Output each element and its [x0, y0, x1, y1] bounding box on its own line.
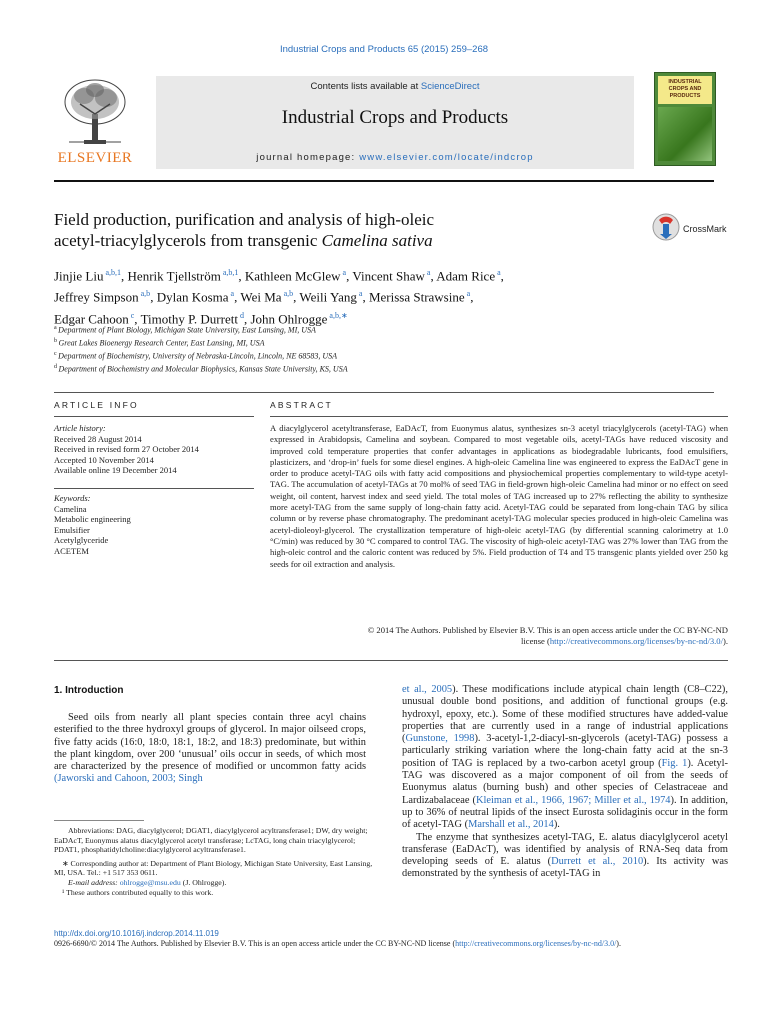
- sciencedirect-link[interactable]: ScienceDirect: [420, 81, 480, 92]
- author-affiliation-marker[interactable]: a: [228, 289, 235, 299]
- title-line-2: acetyl-triacylglycerols from transgenic Camelina sativa: [54, 231, 433, 250]
- homepage-line: [156, 152, 634, 163]
- crossmark-icon[interactable]: [652, 212, 680, 247]
- contents-line: [156, 81, 634, 92]
- author-name: Dylan Kosma: [156, 289, 229, 305]
- keyword-item: ACETEM: [54, 545, 89, 556]
- citation-gunstone[interactable]: Gunstone, 1998: [405, 733, 475, 745]
- keyword-item: Acetylglyceride: [54, 535, 109, 545]
- author-separator: ,: [346, 268, 353, 284]
- author-affiliation-marker[interactable]: a,b,∗: [327, 310, 348, 320]
- author-affiliation-marker[interactable]: a: [464, 289, 471, 299]
- affiliation-item: $^b$ Great Lakes Bioenergy Research Center, East Lansing, MI, USA: [54, 338, 265, 348]
- author-affiliation-marker[interactable]: a,b,1: [220, 268, 239, 277]
- article-history: [54, 423, 254, 476]
- cc-license-link[interactable]: http://creativecommons.org/licenses/by-nc-nd/3.0/: [549, 636, 723, 647]
- equal-contribution-footnote: ¹ These authors contributed equally to this work.: [62, 887, 214, 897]
- corresponding-footnote: ∗ Corresponding author at: Department of Plant Biology, Michigan State University, East Lansing, MI, USA. Tel.: +1 517 353 0611.: [54, 858, 373, 878]
- history-item: Accepted 10 November 2014: [54, 454, 154, 465]
- email-link[interactable]: ohlrogge@msu.edu: [119, 877, 181, 887]
- cover-title: INDUSTRIAL CROPS AND PRODUCTS: [668, 79, 702, 99]
- email-footnote: E-mail address: ohlrogge@msu.edu (J. Ohlrogge).: [68, 877, 227, 887]
- author-name: Adam Rice: [436, 268, 496, 284]
- doi-link[interactable]: http://dx.doi.org/10.1016/j.indcrop.2014.11.019: [54, 929, 219, 938]
- author-affiliation-marker[interactable]: d: [237, 310, 244, 320]
- abstract-copyright: [270, 625, 728, 648]
- author-separator: ,: [470, 289, 474, 305]
- footnote-rule: [54, 820, 144, 821]
- body-column-left: [54, 712, 366, 786]
- crossmark-label[interactable]: CrossMark: [683, 224, 727, 234]
- author-affiliation-marker[interactable]: a,b: [138, 289, 151, 299]
- article-title: [54, 209, 614, 251]
- author-separator: ,: [234, 289, 241, 305]
- license-line: 0926-6690/© 2014 The Authors. Published by Elsevier B.V. This is an open access article under the CC BY-NC-ND license (http://creativecommons.org/licenses/by-nc-nd/3.0/).: [54, 939, 621, 948]
- author-separator: ,: [362, 289, 369, 305]
- body-column-right: et al., 2005). These modifications include atypical chain length (C8–C22), unusual double bond positions, and addition of functional groups (e.g. hydroxyl, epoxy, etc.). Some of these modified structures have added-value properties that are currently used in a range of industrial applications (Gunstone, 1998). 3-acetyl-1,2-diacyl-sn-glycerols (acetyl-TAG) possess a particularly striking variation where the long-chain fatty acid at the sn-3 position of TAG is replaced by a two-carbon acetyl group (Fig. 1). Acetyl-TAG was discovered as a major component of oil from the seeds of Euonymus alatus (burning bush) and other species of Celastraceae and Lardizabalaceae (Kleiman et al., 1966, 1967; Miller et al., 1974). In addition, up to 36% of neutral lipids of the insect Eurosta solidaginis occur in the form of acetyl-TAG (Marshall et al., 2014). The enzyme that synthesizes acetyl-TAG, E. alatus diacylglycerol acetyl transferase (EaDAcT), was identified by analysis of RNA-Seq data from developing seeds of E. alatus (Durrett et al., 2010). Its activity was demonstrated by the synthesis of acetyl-TAG in: [402, 684, 728, 880]
- citation-jaworski[interactable]: (Jaworski and Cahoon, 2003; Singh: [54, 773, 203, 785]
- keywords-block: [54, 493, 254, 556]
- journal-reference-link[interactable]: Industrial Crops and Products 65 (2015) 259–268: [279, 44, 489, 55]
- keyword-item: Camelina: [54, 503, 87, 514]
- author-name: Edgar Cahoon: [54, 310, 129, 326]
- citation-durrett[interactable]: Durrett et al., 2010: [551, 856, 644, 868]
- affiliation-list: [54, 323, 654, 376]
- article-info-heading: ARTICLE INFO: [54, 400, 139, 410]
- journal-cover-image[interactable]: [654, 72, 716, 166]
- intro-paragraph-1: Seed oils from nearly all plant species contain three acyl chains esterified to the three hydroxyl groups of glycerol. In major oilseed crops, five fatty acids (16:0, 18:0, 18:1, 18:2, and 18:3) predominate, but within the plant kingdom, over 200 ‘unusual’ oils occur in seeds, of which most are characterized by the presence of modified or uncommon fatty acids: [54, 712, 366, 773]
- author-affiliation-marker[interactable]: a: [495, 268, 501, 277]
- author-name: Wei Ma: [240, 289, 282, 305]
- author-separator: ,: [238, 268, 245, 284]
- author-affiliation-marker[interactable]: a,b: [281, 289, 294, 299]
- keyword-item: Emulsifier: [54, 524, 90, 535]
- citation-marshall[interactable]: Marshall et al., 2014: [468, 819, 554, 831]
- meta-divider: [54, 392, 714, 393]
- copyright-line-1: © 2014 The Authors. Published by Elsevier B.V. This is an open access article under the CC BY-NC-ND: [367, 625, 728, 635]
- citation-kleiman[interactable]: Kleiman et al., 1966, 1967; Miller et al., 1974: [476, 794, 671, 806]
- author-name: John Ohlrogge: [250, 310, 328, 326]
- abstract-rule: [270, 416, 728, 417]
- figure-1-link[interactable]: Fig. 1: [661, 757, 688, 769]
- author-separator: ,: [430, 268, 437, 284]
- author-affiliation-marker[interactable]: a: [424, 268, 431, 277]
- title-line-1: Field production, purification and analysis of high-oleic: [54, 210, 435, 229]
- copyright-line-2: license (http://creativecommons.org/licenses/by-nc-nd/3.0/).: [521, 636, 728, 647]
- author-list: [54, 264, 664, 328]
- history-label: Article history:: [54, 423, 106, 433]
- header-divider: [54, 180, 714, 182]
- abstract-text: A diacylglycerol acetyltransferase, EaDAcT, from Euonymus alatus, synthesizes sn-3 acetyl triacylglycerols (acetyl-TAG) when expressed in Arabidopsis, Camelina and soybean. Compared to most vegetable oils, acetyl-TAGs have reduced viscosity and improved cold temperature properties that confer advantages in applications as biodegradable lubricants, food emulsifiers, plasticizers, and ‘drop-in’ fuels for some diesel engines. A high-oleic Camelina line was engineered to express the EaDAcT gene in order to produce acetyl-TAG oils with fatty acid compositions and physiochemical properties complementary to wild-type acetyl-TAG. The accumulation of acetyl-TAGs at 70 mol% of seed TAG in field-grown high-oleic Camelina had minor or no effect on seed weight, oil content, harvest index and seed yield. The total moles of TAG increased up to 27% reflecting the ability to synthesize more acetyl-TAG from the same supply of long-chain fatty acid. Acetyl-TAG could be separated from long-chain TAG by silica column or by reverse phase chromatography. The predominant acetyl-TAG molecular species produced in high-oleic Camelina was acetyl-dioleoyl-glycerol. The crystallization temperature of high-oleic acetyl-TAG (by differential scanning calorimetry at 1.0 °C/min) was reduced by 30 °C compared to control TAG. The viscosity of high-oleic acetyl-TAG was 27% lower than TAG from the high-oleic control and the caloric content was reduced by 5%. Field production of T4 and T5 transgenic plants yielded over 250 kg seeds for oil extraction and analysis.: [270, 423, 728, 569]
- author-name: Vincent Shaw: [352, 268, 425, 284]
- history-item: Received in revised form 27 October 2014: [54, 444, 199, 454]
- abstract-bottom-rule: [54, 660, 728, 661]
- homepage-link[interactable]: www.elsevier.com/locate/indcrop: [359, 152, 534, 163]
- license-link[interactable]: http://creativecommons.org/licenses/by-nc-nd/3.0/: [455, 939, 617, 948]
- author-name: Kathleen McGlew: [244, 268, 341, 284]
- author-affiliation-marker[interactable]: c: [128, 310, 135, 320]
- journal-title: Industrial Crops and Products: [281, 107, 509, 128]
- author-name: Merissa Strawsine: [368, 289, 465, 305]
- article-info-rule: [54, 416, 254, 417]
- author-separator: ,: [243, 310, 251, 326]
- history-item: Received 28 August 2014: [54, 433, 142, 444]
- abbreviations-footnote: Abbreviations: DAG, diacylglycerol; DGAT1, diacylglycerol acyltransferase1; DW, dry weight; EaDAcT, Euonymus alatus diacylglycerol acetyl transferase; LcTAG, long chain triacylglycerol; PDAT1, phosphatidylcholine:diacylglycerol acyltransferase1.: [54, 826, 368, 855]
- affiliation-item: $^c$ Department of Biochemistry, University of Nebraska-Lincoln, Lincoln, NE 68583, USA: [54, 351, 338, 361]
- citation-singh[interactable]: et al., 2005: [402, 684, 453, 695]
- author-affiliation-marker[interactable]: a,b,1: [103, 268, 122, 277]
- author-affiliation-marker[interactable]: a: [356, 289, 363, 299]
- abstract-heading: ABSTRACT: [270, 400, 333, 410]
- keyword-item: Metabolic engineering: [54, 514, 131, 524]
- footnotes: [54, 826, 380, 897]
- author-name: Jinjie Liu: [54, 268, 104, 284]
- affiliation-item: $^a$ Department of Plant Biology, Michigan State University, East Lansing, MI, USA: [54, 325, 316, 335]
- affiliation-item: $^d$ Department of Biochemistry and Molecular Biophysics, Kansas State University, KS, USA: [54, 364, 348, 375]
- history-item: Available online 19 December 2014: [54, 465, 177, 475]
- intro-paragraph-2: The enzyme that synthesizes acetyl-TAG, E. alatus diacylglycerol acetyl transferase (EaDAcT), was identified by analysis of RNA-Seq data from developing seeds of E. alatus (Durrett et al., 2010). Its activity was demonstrated by the synthesis of acetyl-TAG in: [402, 831, 728, 880]
- author-affiliation-marker[interactable]: a: [340, 268, 347, 277]
- elsevier-wordmark: ELSEVIER: [57, 150, 133, 166]
- author-separator: ,: [150, 289, 157, 305]
- author-name: Weili Yang: [299, 289, 357, 305]
- contents-prefix: Contents lists available at: [310, 81, 421, 92]
- author-name: Jeffrey Simpson: [54, 289, 139, 305]
- introduction-heading: 1. Introduction: [54, 685, 124, 696]
- keywords-label: Keywords:: [54, 493, 91, 503]
- keywords-rule: [54, 488, 254, 489]
- homepage-prefix: journal homepage:: [256, 152, 360, 163]
- author-separator: ,: [121, 268, 128, 284]
- author-separator: ,: [500, 268, 504, 284]
- author-name: Timothy P. Durrett: [140, 310, 238, 326]
- author-name: Henrik Tjellström: [127, 268, 221, 284]
- author-separator: ,: [293, 289, 300, 305]
- author-separator: ,: [134, 310, 141, 326]
